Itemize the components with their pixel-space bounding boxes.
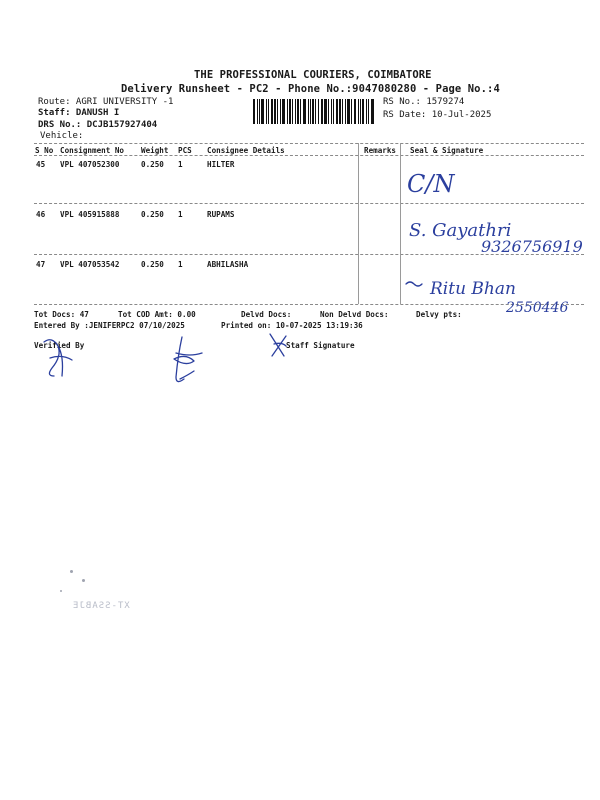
barcode-bar	[259, 99, 260, 124]
barcode-bar	[268, 99, 269, 124]
staff-label: Staff: DANUSH I	[38, 108, 120, 118]
row46-handwriting-phone: 9326756919	[481, 237, 583, 256]
barcode-bar	[371, 99, 374, 124]
barcode-bar	[324, 99, 327, 124]
route-label: Route: AGRI UNIVERSITY -1	[38, 97, 174, 107]
barcode-bar	[274, 99, 276, 124]
barcode-bar	[303, 99, 306, 124]
barcode-bar	[354, 99, 356, 124]
barcode-bar	[287, 99, 288, 124]
row-consignment: VPL 405915888	[60, 210, 120, 219]
barcode-bar	[271, 99, 273, 124]
barcode-bar	[345, 99, 346, 124]
barcode-bar	[328, 99, 329, 124]
barcode-bar	[321, 99, 323, 124]
barcode-bar	[282, 99, 285, 124]
document-subtitle: Delivery Runsheet - PC2 - Phone No.:9047080280 - Page No.:4	[121, 83, 500, 95]
bleed-mark	[82, 579, 85, 582]
row-pcs: 1	[178, 160, 183, 169]
barcode-bar	[358, 99, 359, 124]
barcode-bar	[331, 99, 332, 124]
barcode-bar	[261, 99, 264, 124]
barcode-bar	[368, 99, 369, 124]
bleed-mark	[70, 570, 73, 573]
row-consignee: HILTER	[207, 160, 235, 169]
verified-by-label: Verified By	[34, 341, 85, 350]
barcode-bar	[289, 99, 291, 124]
row47-handwriting-phone: 2550446	[506, 300, 569, 316]
barcode-bar	[297, 99, 299, 124]
barcode-bar	[280, 99, 281, 124]
barcode-bar	[266, 99, 267, 124]
barcode-bar	[333, 99, 334, 124]
row-consignment: VPL 407052300	[60, 160, 120, 169]
barcode-bar	[257, 99, 258, 124]
header-bottom-rule	[34, 155, 584, 156]
bleed-through-text: XT-SSABJE	[72, 601, 130, 611]
row-consignee: RUPAMS	[207, 210, 235, 219]
verifier-signature	[36, 330, 86, 384]
entered-by: Entered By :JENIFERPC2 07/10/2025	[34, 321, 185, 330]
barcode-bar	[339, 99, 341, 124]
row-pcs: 1	[178, 260, 183, 269]
printed-on: Printed on: 10-07-2025 13:19:36	[221, 321, 363, 330]
barcode-bar	[300, 99, 301, 124]
col-header-consignee: Consignee Details	[207, 146, 285, 155]
col-header-pcs: PCS	[178, 146, 192, 155]
barcode-bar	[318, 99, 319, 124]
row46-handwriting-name: S. Gayathri	[409, 220, 512, 241]
drs-number: DRS No.: DCJB157927404	[38, 120, 158, 130]
row47-handwriting-name: Ritu Bhan	[430, 279, 516, 299]
barcode-bar	[342, 99, 343, 124]
barcode-bar	[308, 99, 309, 124]
row45-handwriting-text: C/N	[407, 170, 455, 198]
col-header-weight: Weight	[141, 146, 169, 155]
col-header-signature: Seal & Signature	[410, 146, 484, 155]
row45-handwritten-signature	[405, 160, 485, 204]
barcode-bar	[292, 99, 293, 124]
row-consignment: VPL 407053542	[60, 260, 120, 269]
row-weight: 0.250	[141, 260, 164, 269]
col-header-consignment: Consignment No	[60, 146, 125, 155]
column-divider	[358, 143, 359, 304]
barcode-bar	[347, 99, 350, 124]
row-consignee: ABHILASHA	[207, 260, 249, 269]
barcode-bar	[315, 99, 316, 124]
col-header-sno: S No	[35, 146, 54, 155]
row-sno: 46	[36, 210, 46, 219]
non-delivered-docs: Non Delvd Docs:	[320, 310, 389, 319]
row-sno: 45	[36, 160, 46, 169]
row46-handwritten-signature	[405, 212, 585, 262]
staff-signature	[266, 332, 296, 366]
vehicle-label: Vehicle:	[40, 131, 84, 141]
barcode-bar	[253, 99, 255, 124]
barcode-bar	[362, 99, 364, 124]
bleed-mark	[60, 590, 62, 592]
total-docs: Tot Docs: 47	[34, 310, 89, 319]
supervisor-signature	[164, 333, 214, 393]
barcode-bar	[336, 99, 338, 124]
runsheet-barcode	[253, 99, 377, 124]
rs-number: RS No.: 1579274	[383, 97, 465, 107]
delivered-docs: Delvd Docs:	[241, 310, 292, 319]
table-top-rule	[34, 143, 584, 144]
barcode-bar	[310, 99, 311, 124]
row-pcs: 1	[178, 210, 183, 219]
row-sno: 47	[36, 260, 46, 269]
barcode-bar	[295, 99, 296, 124]
barcode-bar	[351, 99, 352, 124]
barcode-bar	[312, 99, 314, 124]
delivery-points: Delvy pts:	[416, 310, 462, 319]
rs-date: RS Date: 10-Jul-2025	[383, 110, 492, 120]
barcode-bar	[277, 99, 278, 124]
barcode-bar	[360, 99, 361, 124]
document-title: THE PROFESSIONAL COURIERS, COIMBATORE	[194, 69, 432, 81]
staff-signature-label: Staff Signature	[286, 341, 355, 350]
total-cod-amount: Tot COD Amt: 0.00	[118, 310, 196, 319]
row-rule	[34, 203, 584, 204]
barcode-bar	[366, 99, 367, 124]
row-weight: 0.250	[141, 160, 164, 169]
row-weight: 0.250	[141, 210, 164, 219]
col-header-remarks: Remarks	[364, 146, 397, 155]
